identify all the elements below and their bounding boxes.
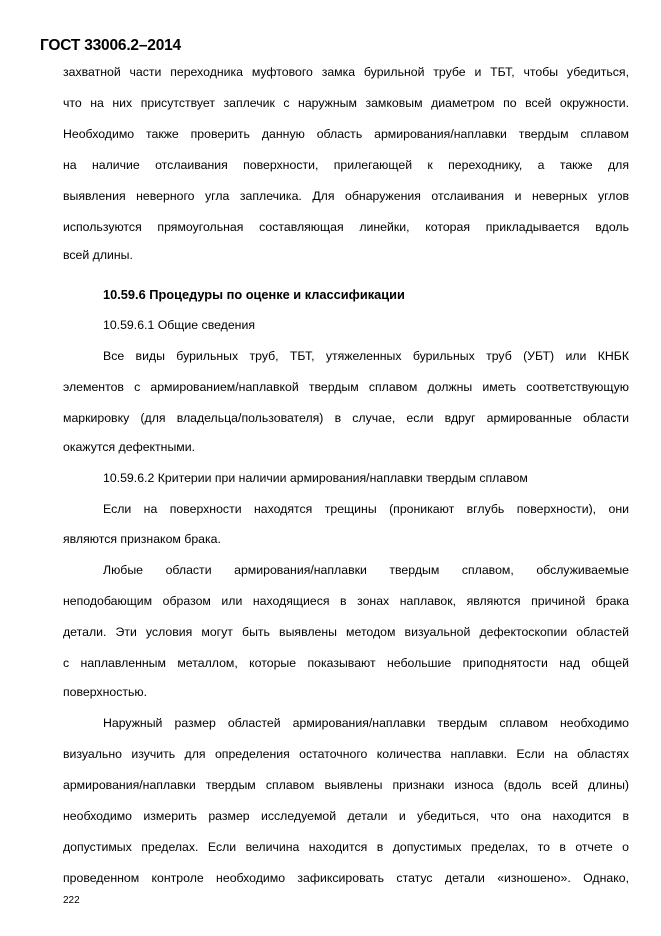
text-line: используются прямоугольная составляющая линейки, которая прикладывается вдоль (63, 220, 629, 234)
subsection-heading: 10.59.6.1 Общие сведения (103, 318, 255, 332)
text-line: необходимо измерить размер исследуемой детали и убедиться, что она находится в (63, 809, 629, 823)
text-line: Все виды бурильных труб, ТБТ, утяжеленных бурильных труб (УБТ) или КНБК (103, 349, 629, 363)
subsection-heading: 10.59.6.2 Критерии при наличии армирования/наплавки твердым сплавом (103, 471, 528, 485)
text-line: элементов с армированием/наплавкой твердым сплавом должны иметь соответствующую (63, 380, 629, 394)
text-line: на наличие отслаивания поверхности, прилегающей к переходнику, а также для (63, 158, 629, 172)
text-line: маркировку (для владельца/пользователя) в случае, если вдруг армированные области (63, 411, 629, 425)
text-line: что на них присутствует заплечик с наружным замковым диаметром по всей окружности. (63, 96, 629, 110)
page-number: 222 (63, 895, 80, 906)
text-line: всей длины. (63, 248, 133, 262)
text-line: Наружный размер областей армирования/наплавки твердым сплавом необходимо (103, 716, 629, 730)
text-line: поверхностью. (63, 685, 148, 699)
text-line: детали. Эти условия могут быть выявлены методом визуальной дефектоскопии областей (63, 625, 629, 639)
text-line: захватной части переходника муфтового замка бурильной трубе и ТБТ, чтобы убедиться, (63, 65, 629, 79)
text-line: Любые области армирования/наплавки твердым сплавом, обслуживаемые (103, 563, 629, 577)
text-line: Необходимо также проверить данную область армирования/наплавки твердым сплавом (63, 127, 629, 141)
text-line: Если на поверхности находятся трещины (проникают вглубь поверхности), они (103, 502, 629, 516)
text-line: армирования/наплавки твердым сплавом выявлены признаки износа (вдоль всей длины) (63, 778, 629, 792)
text-line: допустимых пределах. Если величина находится в допустимых пределах, то в отчете о (63, 840, 629, 854)
section-heading: 10.59.6 Процедуры по оценке и классификации (103, 287, 405, 302)
text-line: проведенном контроле необходимо зафиксировать статус детали «изношено». Однако, (63, 871, 629, 885)
text-line: с наплавленным металлом, которые показывают небольшие приподнятости над общей (63, 656, 629, 670)
text-line: визуально изучить для определения остаточного количества наплавки. Если на областях (63, 747, 629, 761)
document-header: ГОСТ 33006.2–2014 (40, 37, 181, 54)
text-line: являются признаком брака. (63, 532, 221, 546)
text-line: окажутся дефектными. (63, 440, 196, 454)
text-line: выявления неверного угла заплечика. Для обнаружения отслаивания и неверных углов (63, 189, 629, 203)
text-line: неподобающим образом или находящиеся в зонах наплавок, являются причиной брака (63, 594, 629, 608)
